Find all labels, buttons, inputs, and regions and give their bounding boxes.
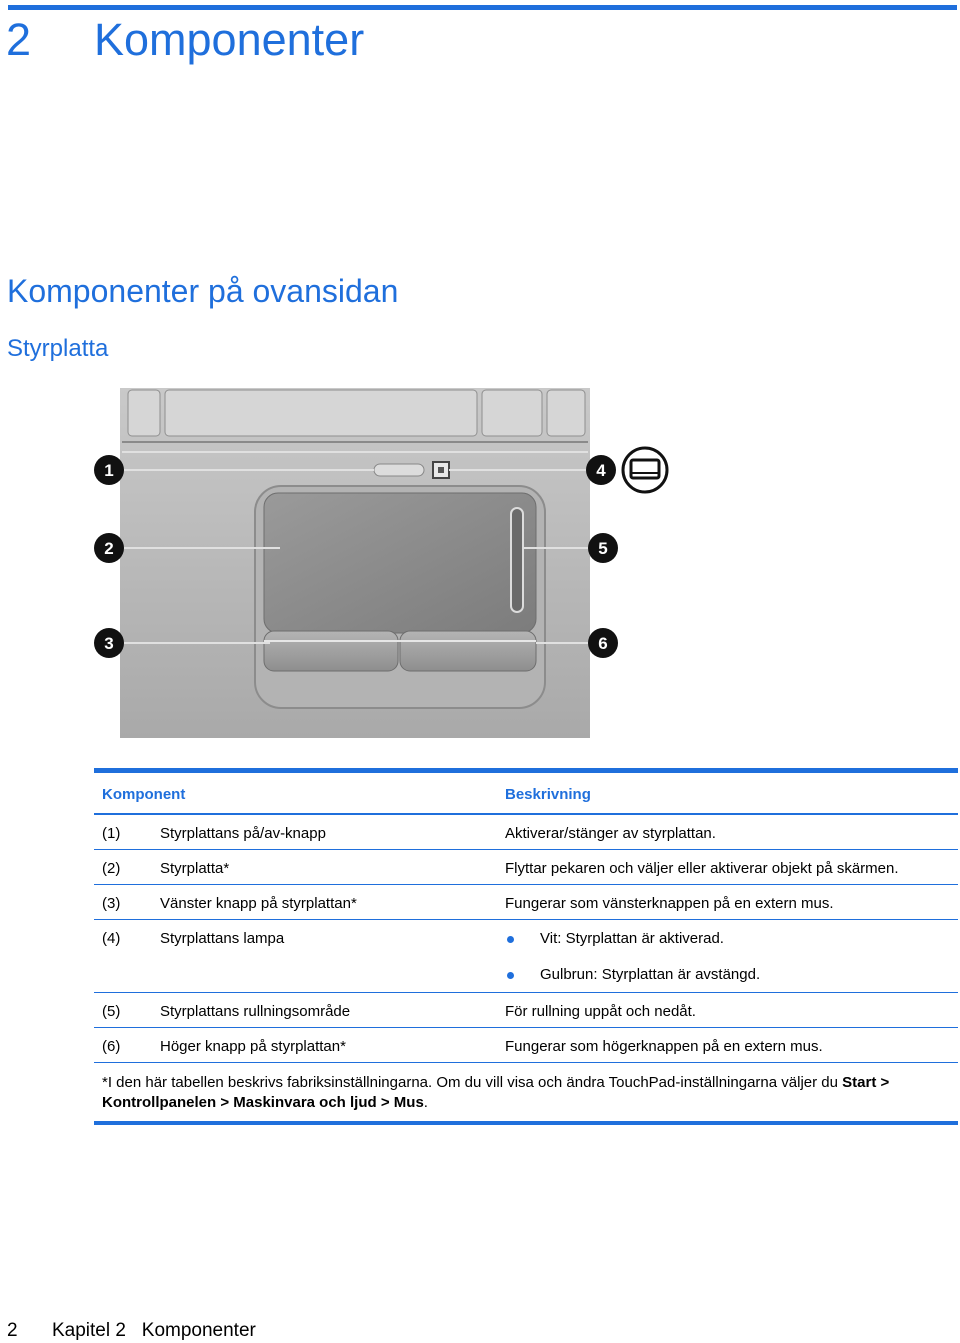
callout-3	[94, 628, 124, 658]
right-touchpad-button	[400, 631, 536, 671]
chapter-title: Komponenter	[94, 14, 365, 65]
key	[128, 390, 160, 436]
table-row	[94, 920, 958, 993]
footnote-path-hardware: Maskinvara och ljud	[233, 1094, 377, 1111]
bullet-icon	[507, 936, 514, 943]
chapter-heading	[6, 14, 364, 66]
footnote-text: *I den här tabellen beskrivs fabriksinställningarna. Om du vill visa och ändra TouchPad-inställningarna väljer du	[102, 1074, 843, 1091]
callout-6	[588, 628, 618, 658]
row-number: (2)	[102, 860, 121, 877]
callout-2-label: 2	[104, 539, 114, 558]
callout-3-label: 3	[104, 634, 114, 653]
touchpad-toggle-button	[374, 464, 424, 476]
key	[482, 390, 542, 436]
row-number: (1)	[102, 825, 121, 842]
touchpad-figure	[90, 386, 690, 741]
key	[547, 390, 585, 436]
row-component: Vänster knapp på styrplattan*	[160, 895, 357, 912]
header-component: Komponent	[102, 786, 186, 803]
component-table	[94, 768, 958, 1125]
subsection-title: Styrplatta	[7, 335, 109, 362]
page-number: 2	[7, 1320, 18, 1341]
footnote-path-start: Start	[842, 1074, 877, 1091]
table-row	[94, 850, 958, 885]
callout-6-label: 6	[598, 634, 608, 653]
footnote-sep: >	[376, 1094, 394, 1111]
callout-5-label: 5	[598, 539, 608, 558]
chapter-number: 2	[6, 14, 32, 65]
touchpad-surface	[264, 493, 536, 633]
scroll-zone	[511, 508, 523, 612]
footnote-path-mouse: Mus	[393, 1094, 424, 1111]
row-number: (5)	[102, 1003, 121, 1020]
table-row	[94, 993, 958, 1028]
row-description: Aktiverar/stänger av styrplattan.	[505, 825, 716, 842]
bullet-icon	[507, 972, 514, 979]
table-row	[94, 885, 958, 920]
row-component: Styrplattans på/av-knapp	[160, 825, 326, 842]
footnote-sep: >	[876, 1074, 890, 1091]
row-number: (3)	[102, 895, 121, 912]
touchpad-indicator-icon	[623, 448, 667, 492]
left-touchpad-button	[264, 631, 398, 671]
page-footer	[7, 1320, 256, 1342]
table-footnote	[94, 1063, 958, 1125]
row-description: För rullning uppåt och nedåt.	[505, 1003, 696, 1020]
table-row	[94, 1028, 958, 1063]
table-header	[94, 773, 958, 815]
row-description: Flyttar pekaren och väljer eller aktiverar objekt på skärmen.	[505, 860, 899, 877]
row-component: Styrplatta*	[160, 860, 230, 877]
row-description: Fungerar som högerknappen på en extern mus.	[505, 1038, 823, 1055]
footnote-sep: >	[216, 1094, 234, 1111]
row-bullet: Gulbrun: Styrplattan är avstängd.	[540, 966, 761, 983]
row-component: Styrplattans lampa	[160, 930, 285, 947]
footnote-end: .	[423, 1094, 428, 1111]
footnote-path-control-panel: Kontrollpanelen	[102, 1094, 217, 1111]
top-rule	[8, 5, 957, 10]
footer-chapter-label: Kapitel 2 Komponenter	[52, 1320, 256, 1341]
header-description: Beskrivning	[505, 786, 591, 803]
row-component: Höger knapp på styrplattan*	[160, 1038, 346, 1055]
row-component: Styrplattans rullningsområde	[160, 1003, 351, 1020]
row-description: Fungerar som vänsterknappen på en extern mus.	[505, 895, 834, 912]
row-bullet: Vit: Styrplattan är aktiverad.	[540, 930, 724, 947]
row-number: (6)	[102, 1038, 121, 1055]
section-title: Komponenter på ovansidan	[7, 273, 399, 309]
table-row	[94, 815, 958, 850]
key	[165, 390, 477, 436]
callout-2	[94, 533, 124, 563]
callout-4-label: 4	[596, 461, 606, 480]
callout-1-label: 1	[104, 461, 114, 480]
callout-4	[586, 455, 616, 485]
callout-1	[94, 455, 124, 485]
row-number: (4)	[102, 930, 121, 947]
callout-5	[588, 533, 618, 563]
